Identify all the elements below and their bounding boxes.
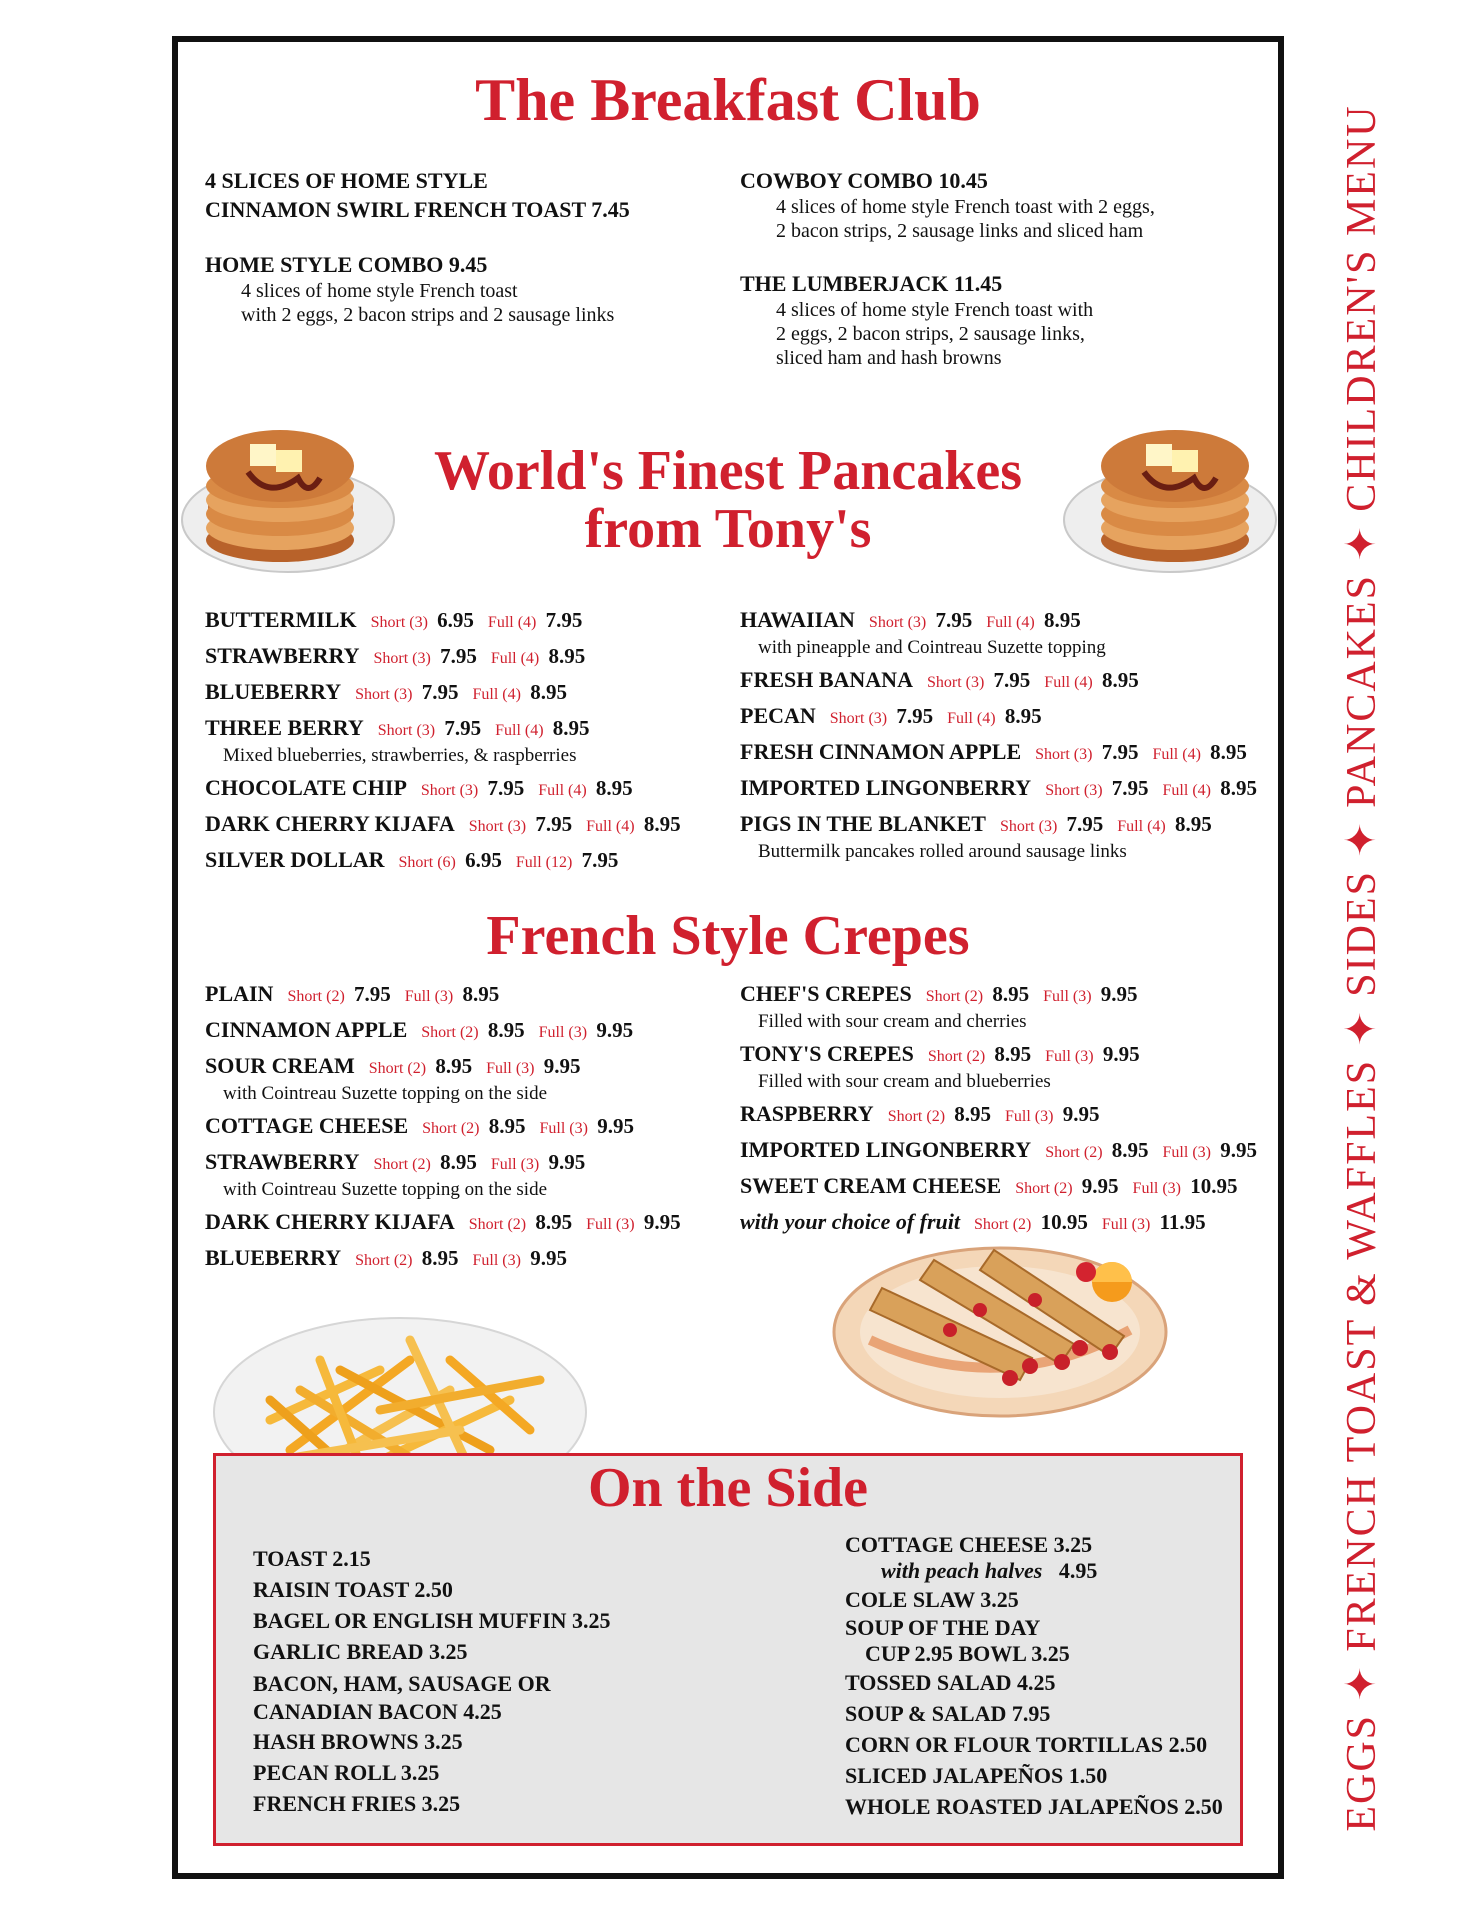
short-label: Short (2) (925, 988, 984, 1005)
item-description: Mixed blueberries, strawberries, & raspberries (223, 745, 577, 766)
full-price: 7.95 (581, 848, 619, 872)
menu-item (205, 1148, 681, 1179)
peach-price: 4.95 (1058, 1558, 1098, 1583)
side-item: BACON, HAM, SAUSAGE OR (253, 1671, 551, 1696)
full-price: 8.95 (462, 982, 500, 1006)
full-price: 8.95 (1043, 608, 1081, 632)
side-item: CUP 2.95 BOWL 3.25 (865, 1641, 1070, 1666)
full-price: 8.95 (1102, 668, 1139, 692)
full-label: Full (4) (947, 710, 996, 727)
short-label: Short (3) (829, 710, 888, 727)
item-name: RASPBERRY (740, 1101, 874, 1126)
full-price: 8.95 (1220, 776, 1257, 800)
full-price: 10.95 (1190, 1174, 1238, 1198)
item-description: Buttermilk pancakes rolled around sausage links (758, 841, 1127, 862)
full-label: Full (3) (1132, 1180, 1181, 1197)
side-item: SOUP OF THE DAY (845, 1615, 1041, 1640)
menu-item (205, 642, 681, 673)
short-label: Short (3) (926, 674, 985, 691)
short-price: 6.95 (437, 608, 474, 632)
full-price: 8.95 (1210, 740, 1247, 764)
full-label: Full (4) (472, 686, 521, 703)
short-price: 7.95 (440, 644, 477, 668)
menu-item (205, 980, 681, 1011)
item-name: COTTAGE CHEESE (205, 1113, 409, 1138)
item-name: TONY'S CREPES (740, 1041, 914, 1066)
menu-item (740, 810, 1257, 841)
full-price: 9.95 (543, 1054, 581, 1078)
short-label: Short (2) (887, 1108, 946, 1125)
item-name: DARK CHERRY KIJAFA (205, 1209, 455, 1234)
item-name: CHOCOLATE CHIP (205, 775, 407, 800)
full-price: 9.95 (1100, 982, 1138, 1006)
item-name: 4 SLICES OF HOME STYLE (205, 168, 488, 193)
full-price: 9.95 (1220, 1138, 1257, 1162)
short-price: 7.95 (1066, 812, 1104, 836)
menu-item (740, 738, 1257, 769)
side-item-peach (845, 1558, 1223, 1584)
side-banner: EGGS ✦ FRENCH TOAST & WAFFLES ✦ SIDES ✦ PANCAKES ✦ CHILDREN'S MENU (1339, 104, 1385, 1832)
full-label: Full (3) (1101, 1216, 1151, 1233)
pancakes-title (300, 442, 1156, 558)
side-item: SOUP & SALAD 7.95 (845, 1701, 1051, 1726)
full-price: 8.95 (552, 716, 590, 740)
menu-item (740, 1208, 1257, 1239)
short-price: 7.95 (421, 680, 459, 704)
menu-item (205, 606, 681, 637)
full-label: Full (3) (1162, 1144, 1211, 1161)
item-name: SOUR CREAM (205, 1053, 355, 1078)
side-item: WHOLE ROASTED JALAPEÑOS 2.50 (845, 1794, 1223, 1819)
short-label: Short (2) (422, 1120, 480, 1137)
sides-title: On the Side (587, 1457, 869, 1519)
short-label: Short (2) (974, 1216, 1032, 1233)
short-price: 8.95 (535, 1210, 573, 1234)
menu-item (205, 846, 681, 877)
short-label: Short (3) (377, 722, 436, 739)
short-price: 7.95 (354, 982, 391, 1006)
menu-item (205, 714, 681, 745)
full-price: 8.95 (1004, 704, 1042, 728)
short-label: Short (2) (1015, 1180, 1073, 1197)
full-label: Full (4) (1162, 782, 1211, 799)
item-description: 4 slices of home style French toast with 2 eggs, (776, 196, 1155, 218)
menu-item (205, 166, 725, 224)
short-price: 8.95 (994, 1042, 1032, 1066)
item-description: 2 bacon strips, 2 sausage links and sliced ham (776, 220, 1144, 242)
full-label: Full (4) (986, 614, 1035, 631)
full-label: Full (3) (404, 988, 454, 1005)
side-item: SLICED JALAPEÑOS 1.50 (845, 1763, 1108, 1788)
item-name: SWEET CREAM CHEESE (740, 1173, 1002, 1198)
full-price: 9.95 (643, 1210, 681, 1234)
menu-item (740, 1136, 1257, 1167)
full-label: Full (4) (586, 818, 635, 835)
full-price: 9.95 (548, 1150, 586, 1174)
breakfast-left-column (205, 166, 725, 353)
short-price: 7.95 (444, 716, 482, 740)
short-price: 8.95 (954, 1102, 992, 1126)
full-label: Full (3) (490, 1156, 540, 1173)
item-description: with Cointreau Suzette topping on the side (223, 1179, 548, 1200)
short-label: Short (3) (1035, 746, 1093, 763)
full-price: 8.95 (530, 680, 567, 704)
menu-item (740, 166, 1260, 243)
crepes-plate-image (830, 1240, 1170, 1420)
side-item: HASH BROWNS 3.25 (253, 1729, 463, 1754)
item-name: IMPORTED LINGONBERRY (740, 1137, 1032, 1162)
short-label: Short (3) (868, 614, 927, 631)
side-item: BAGEL OR ENGLISH MUFFIN 3.25 (253, 1608, 611, 1633)
breakfast-right-column (740, 166, 1260, 396)
menu-item (205, 810, 681, 841)
short-label: Short (2) (355, 1252, 413, 1269)
crepes-left-column (205, 980, 681, 1280)
menu-item (740, 1100, 1257, 1131)
short-price: 10.95 (1040, 1210, 1088, 1234)
item-name: FRESH BANANA (740, 667, 913, 692)
crepes-right-column (740, 980, 1257, 1244)
menu-item (205, 1244, 681, 1275)
pancakes-right-column (740, 606, 1257, 870)
side-item: COTTAGE CHEESE 3.25 (845, 1532, 1093, 1557)
item-name: DARK CHERRY KIJAFA (205, 811, 455, 836)
short-label: Short (2) (1045, 1144, 1103, 1161)
full-label: Full (4) (495, 722, 544, 739)
full-label: Full (4) (490, 650, 540, 667)
short-label: Short (2) (927, 1048, 986, 1065)
menu-item (205, 250, 725, 327)
item-description: with 2 eggs, 2 bacon strips and 2 sausage links (241, 304, 615, 326)
short-price: 8.95 (435, 1054, 473, 1078)
full-label: Full (4) (1152, 746, 1201, 763)
short-label: Short (3) (1045, 782, 1103, 799)
short-label: Short (3) (420, 782, 479, 799)
item-name: CINNAMON SWIRL FRENCH TOAST 7.45 (205, 197, 630, 222)
item-name: BUTTERMILK (205, 607, 357, 632)
short-price: 6.95 (465, 848, 502, 872)
item-name: BLUEBERRY (205, 679, 342, 704)
full-label: Full (4) (1044, 674, 1093, 691)
full-label: Full (4) (1117, 818, 1166, 835)
sides-left-column (253, 1543, 611, 1819)
short-label: Short (6) (398, 854, 456, 871)
short-label: Short (2) (468, 1216, 527, 1233)
full-label: Full (3) (586, 1216, 635, 1233)
item-name: SILVER DOLLAR (205, 847, 385, 872)
item-description: 2 eggs, 2 bacon strips, 2 sausage links, (776, 323, 1085, 345)
pancakes-left-column (205, 606, 681, 882)
side-item: COLE SLAW 3.25 (845, 1587, 1019, 1612)
short-price: 7.95 (1101, 740, 1139, 764)
short-price: 7.95 (487, 776, 525, 800)
full-price: 9.95 (1062, 1102, 1100, 1126)
short-price: 7.95 (935, 608, 973, 632)
item-name: CHEF'S CREPES (740, 981, 912, 1006)
side-item: CANADIAN BACON 4.25 (253, 1699, 502, 1724)
short-label: Short (2) (287, 988, 345, 1005)
item-description: with pineapple and Cointreau Suzette topping (758, 637, 1106, 658)
item-name: with your choice of fruit (740, 1209, 961, 1234)
menu-item (205, 1208, 681, 1239)
item-name: IMPORTED LINGONBERRY (740, 775, 1032, 800)
menu-item (205, 1052, 681, 1083)
full-price: 11.95 (1159, 1210, 1206, 1234)
sides-right-column (845, 1532, 1223, 1822)
item-name: THREE BERRY (205, 715, 364, 740)
item-name: COWBOY COMBO 10.45 (740, 168, 988, 193)
menu-item (205, 678, 681, 709)
full-price: 9.95 (597, 1114, 634, 1138)
item-name: HOME STYLE COMBO 9.45 (205, 252, 488, 277)
short-price: 8.95 (421, 1246, 459, 1270)
item-name: STRAWBERRY (205, 1149, 360, 1174)
full-price: 8.95 (1174, 812, 1212, 836)
short-label: Short (3) (999, 818, 1058, 835)
short-price: 7.95 (535, 812, 573, 836)
full-label: Full (12) (515, 854, 573, 871)
full-price: 9.95 (1102, 1042, 1140, 1066)
short-price: 7.95 (993, 668, 1031, 692)
short-label: Short (3) (370, 614, 428, 631)
menu-item (740, 1040, 1257, 1071)
item-name: BLUEBERRY (205, 1245, 342, 1270)
item-name: HAWAIIAN (740, 607, 855, 632)
short-price: 8.95 (440, 1150, 477, 1174)
item-name: PLAIN (205, 981, 274, 1006)
item-description: sliced ham and hash browns (776, 347, 1002, 369)
short-price: 8.95 (1111, 1138, 1149, 1162)
short-price: 8.95 (487, 1018, 525, 1042)
side-item: TOSSED SALAD 4.25 (845, 1670, 1056, 1695)
full-price: 9.95 (596, 1018, 634, 1042)
short-label: Short (3) (355, 686, 413, 703)
item-name: PECAN (740, 703, 816, 728)
peach-label: with peach halves (881, 1558, 1043, 1583)
breakfast-club-title: The Breakfast Club (475, 67, 981, 133)
full-price: 8.95 (595, 776, 633, 800)
item-name: FRESH CINNAMON APPLE (740, 739, 1022, 764)
menu-item (740, 980, 1257, 1011)
side-item: TOAST 2.15 (253, 1546, 371, 1571)
side-item: RAISIN TOAST 2.50 (253, 1577, 453, 1602)
full-label: Full (4) (538, 782, 587, 799)
short-price: 8.95 (488, 1114, 526, 1138)
side-item: CORN OR FLOUR TORTILLAS 2.50 (845, 1732, 1208, 1757)
full-label: Full (3) (1005, 1108, 1054, 1125)
menu-item (740, 1172, 1257, 1203)
side-item: FRENCH FRIES 3.25 (253, 1791, 461, 1816)
menu-item (740, 666, 1257, 697)
short-price: 7.95 (896, 704, 934, 728)
item-name: STRAWBERRY (205, 643, 360, 668)
item-description: 4 slices of home style French toast (241, 280, 518, 302)
short-label: Short (2) (373, 1156, 431, 1173)
menu-item (205, 1016, 681, 1047)
side-item: PECAN ROLL 3.25 (253, 1760, 440, 1785)
short-price: 8.95 (992, 982, 1030, 1006)
full-label: Full (3) (486, 1060, 535, 1077)
item-name: PIGS IN THE BLANKET (740, 811, 986, 836)
item-description: Filled with sour cream and cherries (758, 1011, 1027, 1032)
full-label: Full (4) (487, 614, 537, 631)
short-label: Short (2) (421, 1024, 479, 1041)
item-name: THE LUMBERJACK 11.45 (740, 271, 1003, 296)
item-description: Filled with sour cream and blueberries (758, 1071, 1051, 1092)
full-label: Full (3) (472, 1252, 521, 1269)
menu-item (740, 702, 1257, 733)
full-price: 8.95 (643, 812, 681, 836)
full-label: Full (3) (1043, 988, 1092, 1005)
item-description: 4 slices of home style French toast with (776, 299, 1094, 321)
full-label: Full (3) (539, 1120, 588, 1137)
side-item: GARLIC BREAD 3.25 (253, 1639, 468, 1664)
pancakes-title-line1: World's Finest Pancakes (433, 440, 1023, 502)
crepes-title: French Style Crepes (486, 905, 970, 967)
full-price: 8.95 (548, 644, 586, 668)
item-name: CINNAMON APPLE (205, 1017, 408, 1042)
item-description: with Cointreau Suzette topping on the side (223, 1083, 548, 1104)
full-label: Full (3) (1045, 1048, 1094, 1065)
short-label: Short (3) (373, 650, 431, 667)
menu-item (740, 269, 1260, 370)
short-label: Short (3) (468, 818, 527, 835)
short-price: 7.95 (1111, 776, 1149, 800)
full-label: Full (3) (538, 1024, 588, 1041)
menu-item (740, 606, 1257, 637)
full-price: 9.95 (530, 1246, 567, 1270)
short-price: 9.95 (1081, 1174, 1119, 1198)
short-label: Short (2) (368, 1060, 427, 1077)
pancakes-title-line2: from Tony's (584, 498, 872, 560)
full-price: 7.95 (545, 608, 583, 632)
menu-item (740, 774, 1257, 805)
menu-item (205, 774, 681, 805)
menu-item (205, 1112, 681, 1143)
